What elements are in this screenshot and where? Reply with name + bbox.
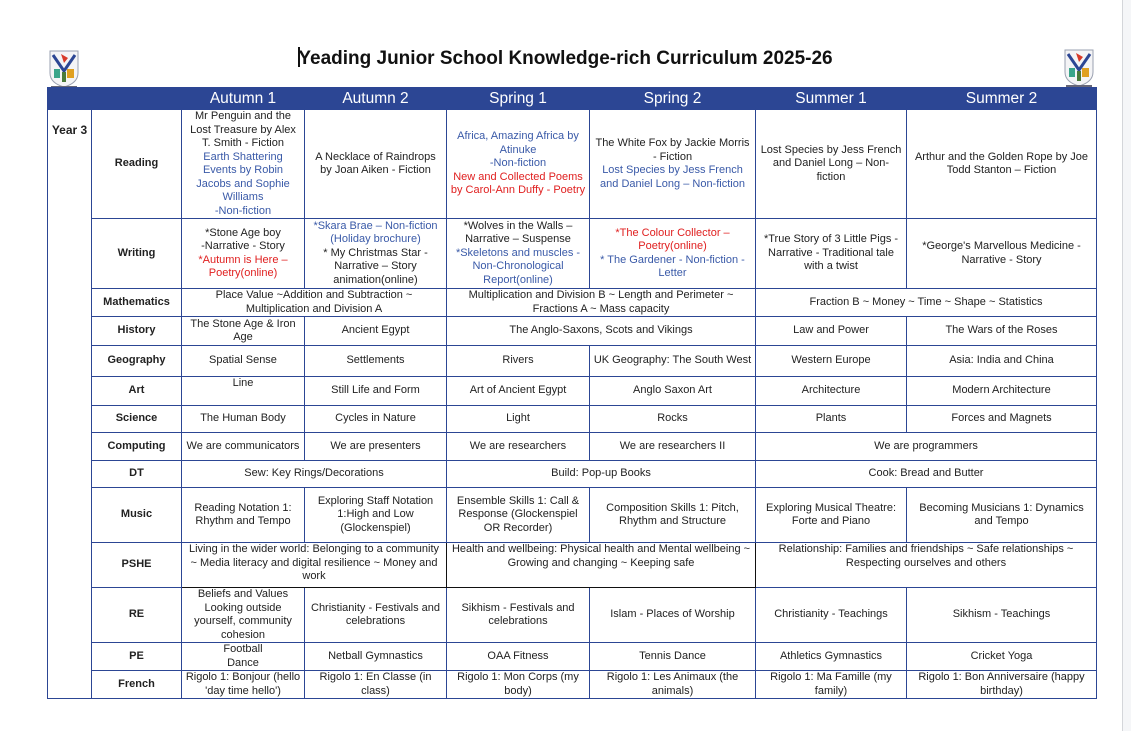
writing-autumn-1: [182, 219, 305, 289]
row-pe: [48, 643, 1097, 671]
pe-autumn-2: Netball Gymnastics: [305, 643, 447, 671]
text-line: * The Gardener - Non-fiction - Letter: [600, 253, 745, 279]
text-line: *The Colour Collector – Poetry(online): [615, 226, 730, 252]
text-line: The White Fox by Jackie Morris - Fiction: [595, 137, 750, 163]
text-line: Looking outside yourself, community cohesion: [194, 601, 292, 641]
art-autumn-2: Still Life and Form: [305, 377, 447, 406]
subject-french: French: [92, 671, 182, 699]
geography-spring-1: Rivers: [447, 346, 590, 377]
subject-pshe: PSHE: [92, 543, 182, 588]
music-summer-1: Exploring Musical Theatre: Forte and Piano: [756, 488, 907, 543]
computing-spring-2: We are researchers II: [590, 433, 756, 461]
text-line: -Narrative - Story: [201, 240, 285, 252]
year-label: Year 3: [48, 110, 92, 699]
subject-writing: Writing: [92, 219, 182, 289]
text-line: Football: [223, 643, 263, 655]
text-line: *Wolves in the Walls – Narrative – Suspense: [463, 219, 573, 246]
text-line: Dance: [227, 656, 259, 669]
reading-spring-1: [447, 110, 590, 219]
french-summer-2: Rigolo 1: Bon Anniversaire (happy birthday): [907, 671, 1097, 699]
header-autumn-2: Autumn 2: [305, 88, 447, 110]
computing-autumn-2: We are presenters: [305, 433, 447, 461]
pshe-summer: Relationship: Families and friendships ~ Safe relationships ~ Respecting ourselves and others: [756, 543, 1097, 588]
computing-autumn-1: We are communicators: [182, 433, 305, 461]
writing-spring-1: [447, 219, 590, 289]
text-line: *Autumn is Here – Poetry(online): [198, 253, 288, 279]
pe-spring-1: OAA Fitness: [447, 643, 590, 671]
header-blank: [92, 88, 182, 110]
header-blank: [48, 88, 92, 110]
row-re: [48, 588, 1097, 643]
dt-spring: Build: Pop-up Books: [447, 461, 756, 488]
re-autumn-1: [182, 588, 305, 643]
re-spring-2: Islam - Places of Worship: [590, 588, 756, 643]
text-line: *Skeletons and muscles - Non-Chronological Report(online): [455, 246, 581, 286]
pshe-autumn: Living in the wider world: Belonging to a community ~ Media literacy and digital resilience ~ Money and work: [182, 543, 447, 588]
subject-art: Art: [92, 377, 182, 406]
row-french: [48, 671, 1097, 699]
geography-summer-1: Western Europe: [756, 346, 907, 377]
pe-summer-2: Cricket Yoga: [907, 643, 1097, 671]
text-line: Africa, Amazing Africa by Atinuke: [457, 130, 579, 156]
music-spring-2: Composition Skills 1: Pitch, Rhythm and Structure: [590, 488, 756, 543]
dt-autumn: Sew: Key Rings/Decorations: [182, 461, 447, 488]
subject-science: Science: [92, 406, 182, 433]
history-autumn-1: The Stone Age & Iron Age: [182, 317, 305, 346]
writing-summer-1: *True Story of 3 Little Pigs - Narrative - Traditional tale with a twist: [756, 219, 907, 289]
row-history: [48, 317, 1097, 346]
art-spring-1: Art of Ancient Egypt: [447, 377, 590, 406]
pe-summer-1: Athletics Gymnastics: [756, 643, 907, 671]
science-autumn-2: Cycles in Nature: [305, 406, 447, 433]
pe-spring-2: Tennis Dance: [590, 643, 756, 671]
science-spring-2: Rocks: [590, 406, 756, 433]
row-dt: [48, 461, 1097, 488]
computing-spring-1: We are researchers: [447, 433, 590, 461]
writing-autumn-2: [305, 219, 447, 289]
mathematics-autumn: Place Value ~Addition and Subtraction ~ Multiplication and Division A: [182, 289, 447, 317]
pe-autumn-1: [182, 643, 305, 671]
row-reading: [48, 110, 1097, 219]
music-spring-1: Ensemble Skills 1: Call & Response (Glockenspiel OR Recorder): [447, 488, 590, 543]
row-writing: [48, 219, 1097, 289]
text-line: -Non-fiction: [489, 157, 547, 170]
curriculum-table: [47, 87, 1097, 699]
history-autumn-2: Ancient Egypt: [305, 317, 447, 346]
header-row: [48, 88, 1097, 110]
mathematics-spring: Multiplication and Division B ~ Length and Perimeter ~ Fractions A ~ Mass capacity: [447, 289, 756, 317]
reading-autumn-1: [182, 110, 305, 219]
subject-computing: Computing: [92, 433, 182, 461]
music-summer-2: Becoming Musicians 1: Dynamics and Tempo: [907, 488, 1097, 543]
reading-summer-2: Arthur and the Golden Rope by Joe Todd Stanton – Fiction: [907, 110, 1097, 219]
french-summer-1: Rigolo 1: Ma Famille (my family): [756, 671, 907, 699]
row-music: [48, 488, 1097, 543]
re-autumn-2: Christianity - Festivals and celebrations: [305, 588, 447, 643]
art-summer-1: Architecture: [756, 377, 907, 406]
subject-mathematics: Mathematics: [92, 289, 182, 317]
history-summer-2: The Wars of the Roses: [907, 317, 1097, 346]
subject-geography: Geography: [92, 346, 182, 377]
geography-autumn-1: Spatial Sense: [182, 346, 305, 377]
header-spring-1: Spring 1: [447, 88, 590, 110]
row-mathematics: [48, 289, 1097, 317]
re-spring-1: Sikhism - Festivals and celebrations: [447, 588, 590, 643]
art-summer-2: Modern Architecture: [907, 377, 1097, 406]
pshe-spring: Health and wellbeing: Physical health and Mental wellbeing ~ Growing and changing ~ Keeping safe: [447, 543, 756, 588]
text-line: Beliefs and Values: [197, 588, 289, 600]
row-computing: [48, 433, 1097, 461]
mathematics-summer: Fraction B ~ Money ~ Time ~ Shape ~ Statistics: [756, 289, 1097, 317]
subject-re: RE: [92, 588, 182, 643]
art-autumn-1: Line: [182, 377, 305, 406]
french-autumn-2: Rigolo 1: En Classe (in class): [305, 671, 447, 699]
row-pshe: [48, 543, 1097, 588]
computing-summer: We are programmers: [756, 433, 1097, 461]
text-line: Earth Shattering Events by Robin Jacobs and Sophie Williams: [196, 150, 290, 203]
subject-history: History: [92, 317, 182, 346]
reading-spring-2: [590, 110, 756, 219]
science-summer-1: Plants: [756, 406, 907, 433]
subject-reading: Reading: [92, 110, 182, 219]
text-line: *Skara Brae – Non-fiction (Holiday brochure): [313, 219, 438, 246]
history-spring: The Anglo-Saxons, Scots and Vikings: [447, 317, 756, 346]
row-science: [48, 406, 1097, 433]
science-autumn-1: The Human Body: [182, 406, 305, 433]
history-summer-1: Law and Power: [756, 317, 907, 346]
text-line: -Non-fiction: [214, 204, 272, 217]
page-title-text: Yeading Junior School Knowledge-rich Curriculum 2025-26: [298, 48, 833, 69]
header-autumn-1: Autumn 1: [182, 88, 305, 110]
geography-summer-2: Asia: India and China: [907, 346, 1097, 377]
text-line: *Stone Age boy: [205, 226, 281, 239]
page-title[interactable]: [0, 47, 1131, 70]
music-autumn-2: Exploring Staff Notation 1:High and Low (Glockenspiel): [305, 488, 447, 543]
art-spring-2: Anglo Saxon Art: [590, 377, 756, 406]
re-summer-1: Christianity - Teachings: [756, 588, 907, 643]
header-summer-1: Summer 1: [756, 88, 907, 110]
subject-dt: DT: [92, 461, 182, 488]
subject-pe: PE: [92, 643, 182, 671]
text-line: New and Collected Poems by Carol-Ann Duffy - Poetry: [450, 170, 586, 197]
french-spring-2: Rigolo 1: Les Animaux (the animals): [590, 671, 756, 699]
reading-autumn-2: A Necklace of Raindrops by Joan Aiken - Fiction: [305, 110, 447, 219]
header-summer-2: Summer 2: [907, 88, 1097, 110]
geography-spring-2: UK Geography: The South West: [590, 346, 756, 377]
text-line: Lost Species by Jess French and Daniel Long – Non-fiction: [600, 164, 745, 190]
re-summer-2: Sikhism - Teachings: [907, 588, 1097, 643]
french-autumn-1: Rigolo 1: Bonjour (hello 'day time hello'): [182, 671, 305, 699]
row-art: [48, 377, 1097, 406]
text-line: Mr Penguin and the Lost Treasure by Alex T. Smith - Fiction: [190, 110, 296, 149]
reading-summer-1: Lost Species by Jess French and Daniel Long – Non-fiction: [756, 110, 907, 219]
row-geography: [48, 346, 1097, 377]
writing-summer-2: *George's Marvellous Medicine - Narrative - Story: [907, 219, 1097, 289]
geography-autumn-2: Settlements: [305, 346, 447, 377]
writing-spring-2: [590, 219, 756, 289]
header-spring-2: Spring 2: [590, 88, 756, 110]
dt-summer: Cook: Bread and Butter: [756, 461, 1097, 488]
science-summer-2: Forces and Magnets: [907, 406, 1097, 433]
subject-music: Music: [92, 488, 182, 543]
text-line: * My Christmas Star - Narrative – Story animation(online): [323, 246, 428, 286]
music-autumn-1: Reading Notation 1: Rhythm and Tempo: [182, 488, 305, 543]
science-spring-1: Light: [447, 406, 590, 433]
side-panel: [1122, 0, 1131, 731]
french-spring-1: Rigolo 1: Mon Corps (my body): [447, 671, 590, 699]
